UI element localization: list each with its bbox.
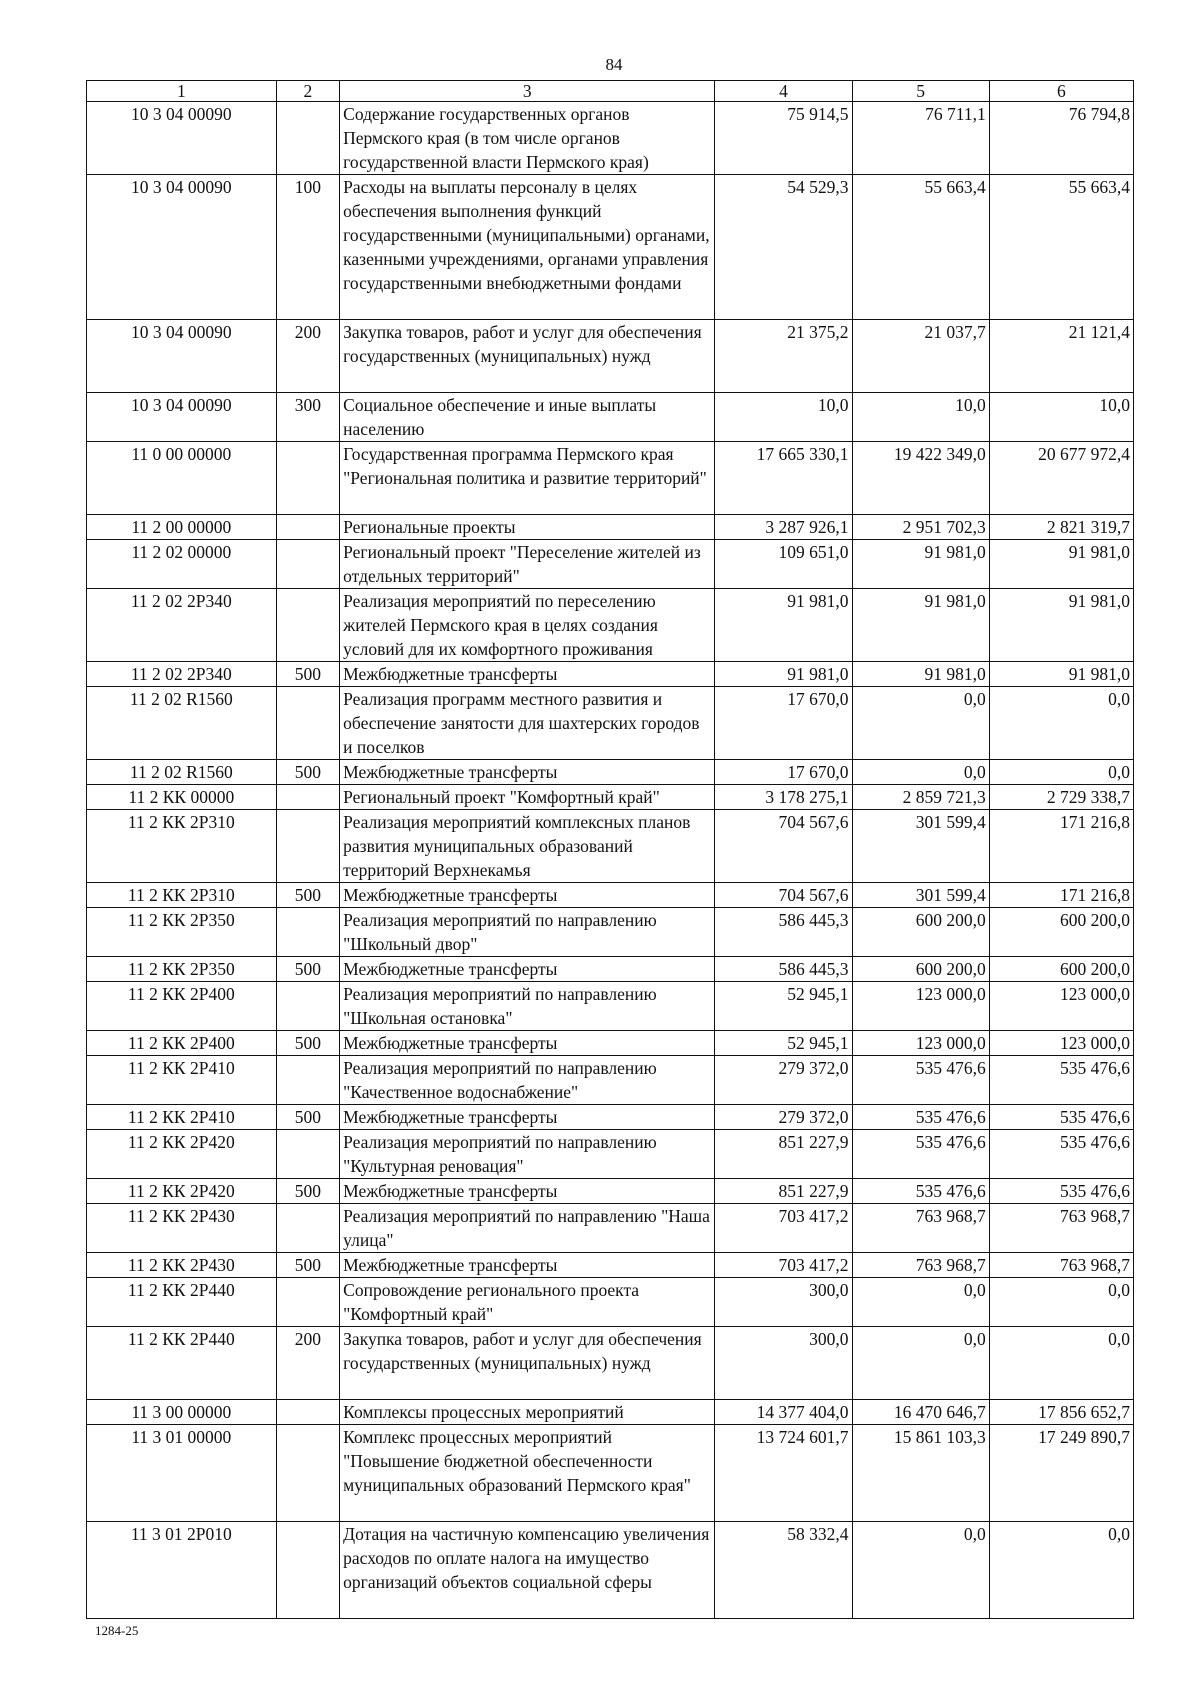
budget-code-cell: 11 2 КК 2P430 [87, 1204, 277, 1253]
amount-cell: 300,0 [715, 1278, 852, 1327]
amount-cell: 123 000,0 [989, 1031, 1133, 1056]
item-name-cell: Межбюджетные трансферты [340, 1179, 715, 1204]
expense-type-cell [276, 442, 340, 515]
amount-cell: 763 968,7 [852, 1204, 989, 1253]
expense-type-cell: 500 [276, 883, 340, 908]
budget-code-cell: 11 3 01 2P010 [87, 1522, 277, 1619]
budget-code-cell: 11 2 КК 2P400 [87, 1031, 277, 1056]
item-name-cell: Содержание государственных органов Пермского края (в том числе органов государственной власти Пермского края) [340, 102, 715, 175]
column-header: 6 [989, 81, 1133, 102]
amount-cell: 703 417,2 [715, 1253, 852, 1278]
table-row [87, 589, 1134, 662]
table-row [87, 1105, 1134, 1130]
header-row [87, 81, 1134, 102]
amount-cell: 279 372,0 [715, 1105, 852, 1130]
amount-cell: 17 665 330,1 [715, 442, 852, 515]
table-row [87, 957, 1134, 982]
item-name-cell: Межбюджетные трансферты [340, 957, 715, 982]
amount-cell: 0,0 [989, 1278, 1133, 1327]
item-name-cell: Государственная программа Пермского края "Региональная политика и развитие территорий" [340, 442, 715, 515]
amount-cell: 535 476,6 [852, 1105, 989, 1130]
expense-type-cell: 200 [276, 320, 340, 393]
expense-type-cell [276, 540, 340, 589]
amount-cell: 535 476,6 [852, 1056, 989, 1105]
table-row [87, 982, 1134, 1031]
table-row [87, 760, 1134, 785]
amount-cell: 586 445,3 [715, 908, 852, 957]
amount-cell: 301 599,4 [852, 810, 989, 883]
amount-cell: 75 914,5 [715, 102, 852, 175]
amount-cell: 0,0 [989, 1327, 1133, 1400]
budget-code-cell: 10 3 04 00090 [87, 175, 277, 320]
amount-cell: 2 951 702,3 [852, 515, 989, 540]
amount-cell: 55 663,4 [989, 175, 1133, 320]
amount-cell: 3 287 926,1 [715, 515, 852, 540]
budget-code-cell: 11 3 01 00000 [87, 1425, 277, 1522]
amount-cell: 123 000,0 [989, 982, 1133, 1031]
amount-cell: 10,0 [715, 393, 852, 442]
item-name-cell: Реализация мероприятий по направлению "Культурная реновация" [340, 1130, 715, 1179]
amount-cell: 109 651,0 [715, 540, 852, 589]
amount-cell: 91 981,0 [989, 589, 1133, 662]
amount-cell: 703 417,2 [715, 1204, 852, 1253]
amount-cell: 0,0 [852, 1278, 989, 1327]
table-row [87, 687, 1134, 760]
column-header: 4 [715, 81, 852, 102]
expense-type-cell [276, 1522, 340, 1619]
amount-cell: 704 567,6 [715, 810, 852, 883]
expense-type-cell [276, 1056, 340, 1105]
amount-cell: 600 200,0 [852, 957, 989, 982]
table-row [87, 785, 1134, 810]
budget-code-cell: 11 2 КК 2P410 [87, 1056, 277, 1105]
column-header: 3 [340, 81, 715, 102]
amount-cell: 52 945,1 [715, 982, 852, 1031]
budget-code-cell: 11 2 КК 2P440 [87, 1327, 277, 1400]
item-name-cell: Закупка товаров, работ и услуг для обеспечения государственных (муниципальных) нужд [340, 1327, 715, 1400]
item-name-cell: Реализация мероприятий по переселению жителей Пермского края в целях создания условий для их комфортного проживания [340, 589, 715, 662]
item-name-cell: Реализация мероприятий по направлению "Наша улица" [340, 1204, 715, 1253]
amount-cell: 21 375,2 [715, 320, 852, 393]
expense-type-cell [276, 810, 340, 883]
table-row [87, 1179, 1134, 1204]
amount-cell: 851 227,9 [715, 1179, 852, 1204]
table-row [87, 102, 1134, 175]
amount-cell: 0,0 [989, 687, 1133, 760]
table-row [87, 1253, 1134, 1278]
budget-code-cell: 11 2 02 R1560 [87, 760, 277, 785]
amount-cell: 13 724 601,7 [715, 1425, 852, 1522]
expense-type-cell [276, 687, 340, 760]
amount-cell: 123 000,0 [852, 982, 989, 1031]
amount-cell: 21 037,7 [852, 320, 989, 393]
amount-cell: 19 422 349,0 [852, 442, 989, 515]
table-row [87, 908, 1134, 957]
budget-code-cell: 11 2 КК 00000 [87, 785, 277, 810]
item-name-cell: Межбюджетные трансферты [340, 760, 715, 785]
budget-code-cell: 11 2 02 2P340 [87, 662, 277, 687]
item-name-cell: Межбюджетные трансферты [340, 1031, 715, 1056]
amount-cell: 535 476,6 [989, 1179, 1133, 1204]
budget-code-cell: 11 2 02 R1560 [87, 687, 277, 760]
budget-code-cell: 11 2 КК 2P440 [87, 1278, 277, 1327]
amount-cell: 10,0 [989, 393, 1133, 442]
amount-cell: 123 000,0 [852, 1031, 989, 1056]
item-name-cell: Реализация мероприятий комплексных планов развития муниципальных образований территорий Верхнекамья [340, 810, 715, 883]
expense-type-cell: 500 [276, 1179, 340, 1204]
expense-type-cell: 500 [276, 1253, 340, 1278]
table-row [87, 175, 1134, 320]
table-row [87, 1278, 1134, 1327]
amount-cell: 91 981,0 [989, 540, 1133, 589]
expense-type-cell [276, 1278, 340, 1327]
amount-cell: 76 711,1 [852, 102, 989, 175]
budget-code-cell: 10 3 04 00090 [87, 320, 277, 393]
expense-type-cell [276, 102, 340, 175]
amount-cell: 586 445,3 [715, 957, 852, 982]
amount-cell: 91 981,0 [715, 662, 852, 687]
amount-cell: 0,0 [989, 1522, 1133, 1619]
table-row [87, 1522, 1134, 1619]
amount-cell: 535 476,6 [989, 1056, 1133, 1105]
expense-type-cell: 500 [276, 1031, 340, 1056]
amount-cell: 15 861 103,3 [852, 1425, 989, 1522]
table-row [87, 1400, 1134, 1425]
expense-type-cell: 200 [276, 1327, 340, 1400]
budget-code-cell: 11 2 02 2P340 [87, 589, 277, 662]
document-code: 1284-25 [95, 1623, 139, 1638]
expense-type-cell [276, 785, 340, 810]
table-row [87, 442, 1134, 515]
table-row [87, 1056, 1134, 1105]
table-row [87, 1327, 1134, 1400]
amount-cell: 21 121,4 [989, 320, 1133, 393]
amount-cell: 763 968,7 [989, 1204, 1133, 1253]
table-row [87, 810, 1134, 883]
amount-cell: 535 476,6 [989, 1105, 1133, 1130]
amount-cell: 0,0 [852, 687, 989, 760]
amount-cell: 3 178 275,1 [715, 785, 852, 810]
amount-cell: 704 567,6 [715, 883, 852, 908]
column-header: 2 [276, 81, 340, 102]
column-header: 5 [852, 81, 989, 102]
item-name-cell: Закупка товаров, работ и услуг для обеспечения государственных (муниципальных) нужд [340, 320, 715, 393]
expense-type-cell: 500 [276, 957, 340, 982]
item-name-cell: Межбюджетные трансферты [340, 883, 715, 908]
item-name-cell: Дотация на частичную компенсацию увеличения расходов по оплате налога на имущество организаций объектов социальной сферы [340, 1522, 715, 1619]
amount-cell: 600 200,0 [989, 957, 1133, 982]
amount-cell: 535 476,6 [852, 1179, 989, 1204]
amount-cell: 17 249 890,7 [989, 1425, 1133, 1522]
amount-cell: 2 729 338,7 [989, 785, 1133, 810]
budget-table [86, 80, 1134, 1619]
amount-cell: 535 476,6 [989, 1130, 1133, 1179]
expense-type-cell: 500 [276, 662, 340, 687]
amount-cell: 20 677 972,4 [989, 442, 1133, 515]
amount-cell: 301 599,4 [852, 883, 989, 908]
budget-code-cell: 11 2 КК 2P310 [87, 810, 277, 883]
budget-code-cell: 11 2 КК 2P400 [87, 982, 277, 1031]
amount-cell: 91 981,0 [852, 540, 989, 589]
expense-type-cell [276, 515, 340, 540]
budget-code-cell: 11 0 00 00000 [87, 442, 277, 515]
budget-code-cell: 11 3 00 00000 [87, 1400, 277, 1425]
item-name-cell: Региональный проект "Переселение жителей из отдельных территорий" [340, 540, 715, 589]
expense-type-cell [276, 1425, 340, 1522]
amount-cell: 58 332,4 [715, 1522, 852, 1619]
amount-cell: 91 981,0 [715, 589, 852, 662]
expense-type-cell [276, 1400, 340, 1425]
expense-type-cell [276, 589, 340, 662]
amount-cell: 17 670,0 [715, 687, 852, 760]
table-row [87, 515, 1134, 540]
amount-cell: 763 968,7 [989, 1253, 1133, 1278]
expense-type-cell [276, 1204, 340, 1253]
amount-cell: 14 377 404,0 [715, 1400, 852, 1425]
budget-code-cell: 11 2 КК 2P420 [87, 1130, 277, 1179]
amount-cell: 54 529,3 [715, 175, 852, 320]
budget-code-cell: 11 2 02 00000 [87, 540, 277, 589]
amount-cell: 17 670,0 [715, 760, 852, 785]
item-name-cell: Комплексы процессных мероприятий [340, 1400, 715, 1425]
item-name-cell: Межбюджетные трансферты [340, 1253, 715, 1278]
item-name-cell: Расходы на выплаты персоналу в целях обеспечения выполнения функций государственными (муниципальными) органами, казенными учреждениями, органами управления государственными внебюджетными фондами [340, 175, 715, 320]
table-row [87, 1130, 1134, 1179]
item-name-cell: Реализация программ местного развития и обеспечение занятости для шахтерских городов и поселков [340, 687, 715, 760]
expense-type-cell: 300 [276, 393, 340, 442]
expense-type-cell [276, 982, 340, 1031]
item-name-cell: Межбюджетные трансферты [340, 662, 715, 687]
amount-cell: 55 663,4 [852, 175, 989, 320]
amount-cell: 17 856 652,7 [989, 1400, 1133, 1425]
budget-code-cell: 11 2 КК 2P350 [87, 908, 277, 957]
table-row [87, 1031, 1134, 1056]
amount-cell: 171 216,8 [989, 810, 1133, 883]
item-name-cell: Региональный проект "Комфортный край" [340, 785, 715, 810]
amount-cell: 0,0 [852, 760, 989, 785]
table-row [87, 540, 1134, 589]
amount-cell: 91 981,0 [852, 589, 989, 662]
item-name-cell: Социальное обеспечение и иные выплаты населению [340, 393, 715, 442]
budget-code-cell: 10 3 04 00090 [87, 393, 277, 442]
amount-cell: 16 470 646,7 [852, 1400, 989, 1425]
table-row [87, 393, 1134, 442]
table-body [87, 102, 1134, 1619]
amount-cell: 0,0 [852, 1522, 989, 1619]
table-row [87, 662, 1134, 687]
column-header: 1 [87, 81, 277, 102]
item-name-cell: Сопровождение регионального проекта "Комфортный край" [340, 1278, 715, 1327]
amount-cell: 10,0 [852, 393, 989, 442]
item-name-cell: Межбюджетные трансферты [340, 1105, 715, 1130]
amount-cell: 600 200,0 [852, 908, 989, 957]
amount-cell: 2 859 721,3 [852, 785, 989, 810]
expense-type-cell: 100 [276, 175, 340, 320]
amount-cell: 763 968,7 [852, 1253, 989, 1278]
amount-cell: 300,0 [715, 1327, 852, 1400]
budget-code-cell: 11 2 КК 2P350 [87, 957, 277, 982]
amount-cell: 0,0 [852, 1327, 989, 1400]
budget-code-cell: 11 2 КК 2P430 [87, 1253, 277, 1278]
budget-code-cell: 11 2 КК 2P410 [87, 1105, 277, 1130]
amount-cell: 76 794,8 [989, 102, 1133, 175]
page-number: 84 [605, 55, 623, 74]
expense-type-cell [276, 1130, 340, 1179]
budget-code-cell: 11 2 КК 2P310 [87, 883, 277, 908]
amount-cell: 2 821 319,7 [989, 515, 1133, 540]
expense-type-cell [276, 908, 340, 957]
budget-code-cell: 11 2 КК 2P420 [87, 1179, 277, 1204]
amount-cell: 851 227,9 [715, 1130, 852, 1179]
item-name-cell: Региональные проекты [340, 515, 715, 540]
item-name-cell: Реализация мероприятий по направлению "Школьный двор" [340, 908, 715, 957]
amount-cell: 279 372,0 [715, 1056, 852, 1105]
budget-code-cell: 11 2 00 00000 [87, 515, 277, 540]
amount-cell: 52 945,1 [715, 1031, 852, 1056]
amount-cell: 91 981,0 [989, 662, 1133, 687]
item-name-cell: Реализация мероприятий по направлению "Школьная остановка" [340, 982, 715, 1031]
amount-cell: 91 981,0 [852, 662, 989, 687]
amount-cell: 171 216,8 [989, 883, 1133, 908]
expense-type-cell: 500 [276, 760, 340, 785]
table-row [87, 883, 1134, 908]
amount-cell: 0,0 [989, 760, 1133, 785]
amount-cell: 600 200,0 [989, 908, 1133, 957]
table-row [87, 1425, 1134, 1522]
table-row [87, 1204, 1134, 1253]
budget-code-cell: 10 3 04 00090 [87, 102, 277, 175]
amount-cell: 535 476,6 [852, 1130, 989, 1179]
item-name-cell: Реализация мероприятий по направлению "Качественное водоснабжение" [340, 1056, 715, 1105]
table-row [87, 320, 1134, 393]
item-name-cell: Комплекс процессных мероприятий "Повышение бюджетной обеспеченности муниципальных образований Пермского края" [340, 1425, 715, 1522]
expense-type-cell: 500 [276, 1105, 340, 1130]
